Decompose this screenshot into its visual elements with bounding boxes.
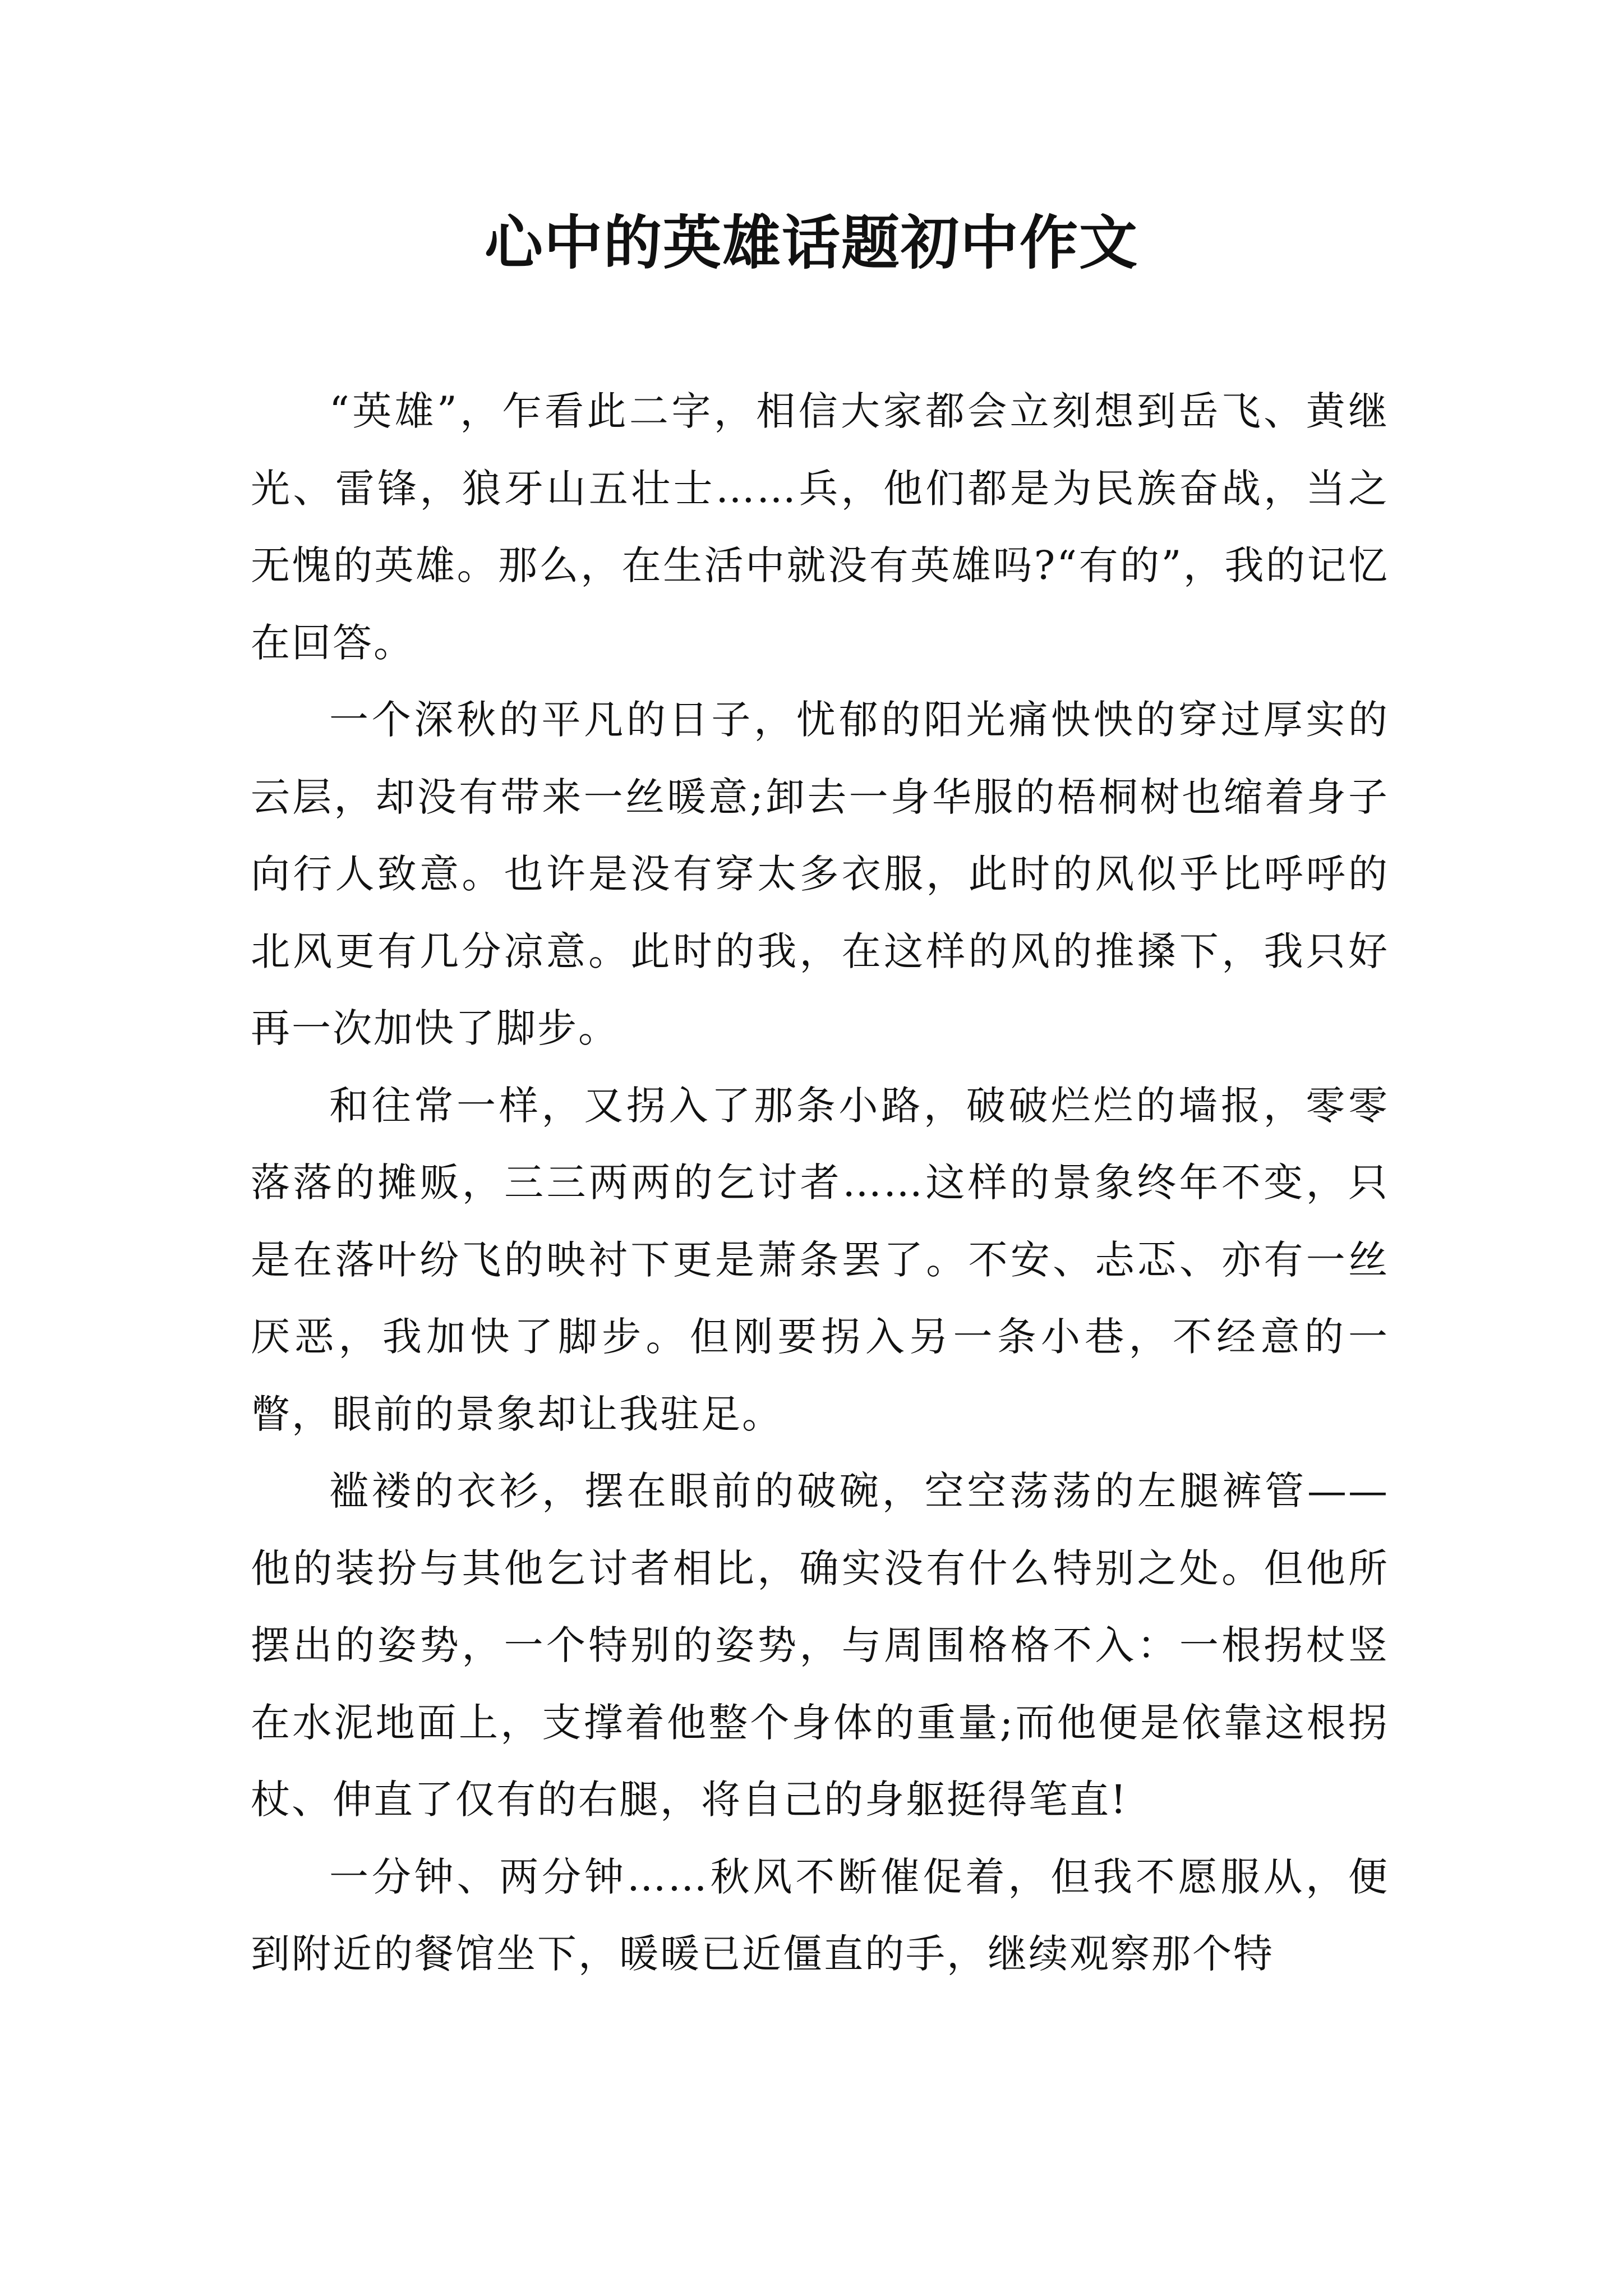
paragraph-1: “英雄”，乍看此二字，相信大家都会立刻想到岳飞、黄继光、雷锋，狼牙山五壮士……兵，他们都是为民族奋战，当之无愧的英雄。那么，在生活中就没有英雄吗?“有的”，我的记忆在回答。 (251, 388, 1389, 666)
paragraph-5: 一分钟、两分钟……秋风不断催促着，但我不愿服从，便到附近的餐馆坐下，暖暖已近僵直的手，继续观察那个特 (251, 1853, 1389, 1977)
document-body (251, 373, 1389, 1993)
document-title: 心中的英雄话题初中作文 (484, 208, 1138, 277)
paragraph-2: 一个深秋的平凡的日子，忧郁的阳光痛怏怏的穿过厚实的云层，却没有带来一丝暖意;卸去一身华服的梧桐树也缩着身子向行人致意。也许是没有穿太多衣服，此时的风似乎比呼呼的北风更有几分凉意。此时的我，在这样的风的推搡下，我只好再一次加快了脚步。 (251, 697, 1389, 1051)
paragraph-3: 和往常一样，又拐入了那条小路，破破烂烂的墙报，零零落落的摊贩，三三两两的乞讨者……这样的景象终年不变，只是在落叶纷飞的映衬下更是萧条罢了。不安、忐忑、亦有一丝厌恶，我加快了脚步。但刚要拐入另一条小巷，不经意的一瞥，眼前的景象却让我驻足。 (251, 1082, 1389, 1437)
paragraph-4: 褴褛的衣衫，摆在眼前的破碗，空空荡荡的左腿裤管——他的装扮与其他乞讨者相比，确实没有什么特别之处。但他所摆出的姿势，一个特别的姿势，与周围格格不入：一根拐杖竖在水泥地面上，支撑着他整个身体的重量;而他便是依靠这根拐杖、伸直了仅有的右腿，将自己的身躯挺得笔直! (251, 1468, 1389, 1823)
